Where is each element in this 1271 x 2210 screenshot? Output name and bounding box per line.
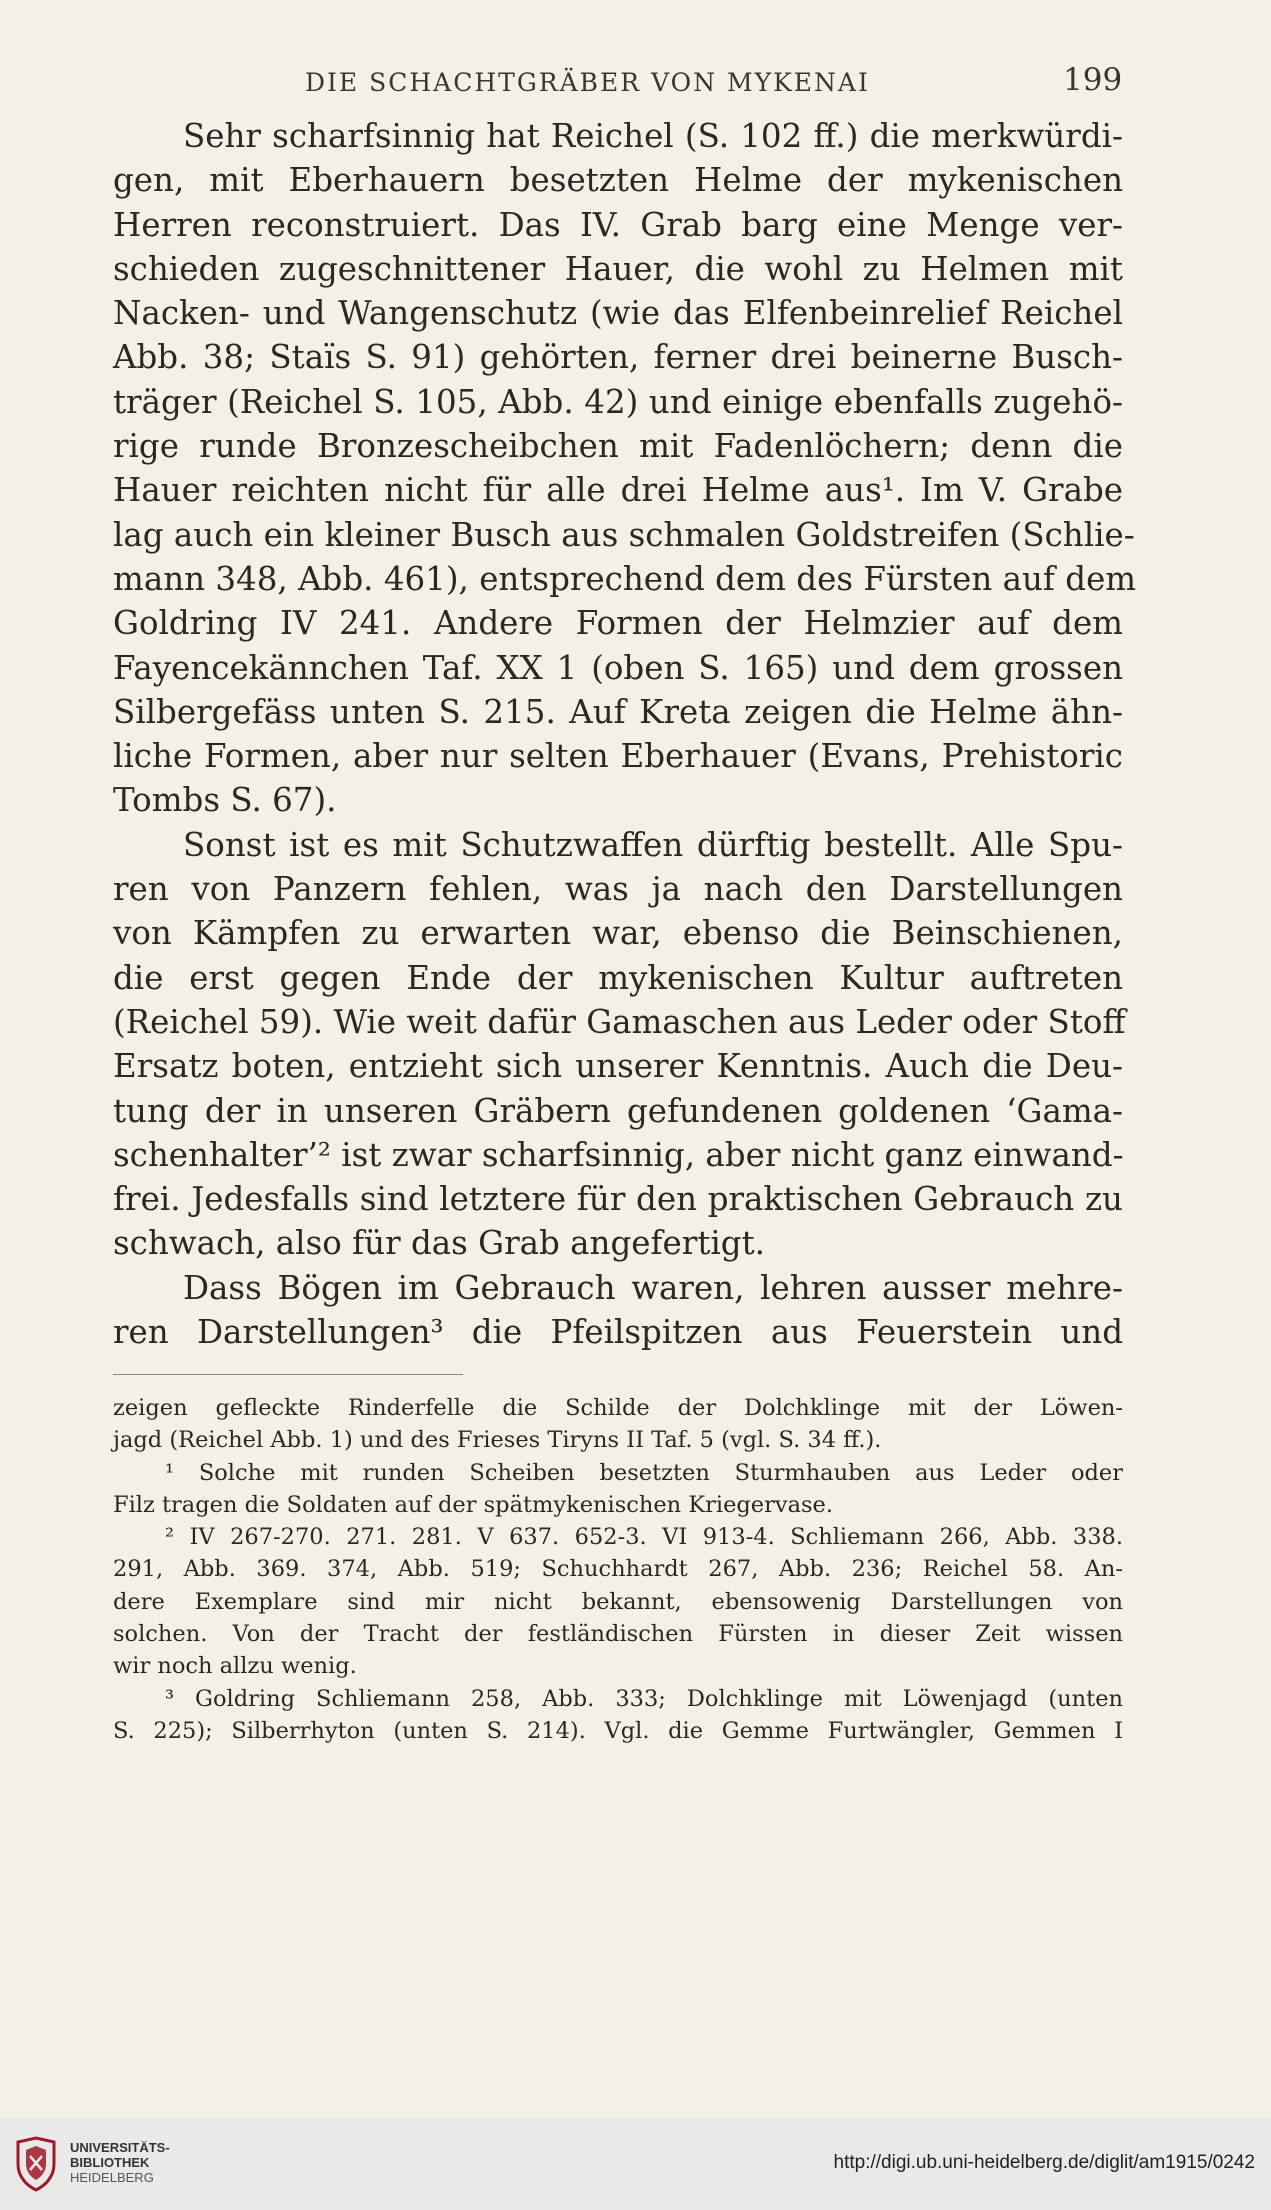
- text-line: Abb. 38; Staïs S. 91) gehörten, ferner drei beinerne Busch-: [113, 338, 1123, 377]
- text-line: die erst gegen Ende der mykenischen Kultur auftreten: [113, 958, 1123, 997]
- text-line: gen, mit Eberhauern besetzten Helme der mykenischen: [113, 161, 1123, 200]
- body-text: [113, 114, 1137, 1354]
- text-line: frei. Jedesfalls sind letztere für den praktischen Gebrauch zu: [113, 1180, 1123, 1219]
- library-name: [70, 2140, 170, 2185]
- text-line: rige runde Bronzescheibchen mit Fadenlöchern; denn die: [113, 427, 1123, 466]
- text-line: Sehr scharfsinnig hat Reichel (S. 102 ff.) die merkwürdi-: [183, 117, 1123, 155]
- text-line: Tombs S. 67).: [113, 781, 337, 820]
- footnote-line: 291, Abb. 369. 374, Abb. 519; Schuchhardt 267, Abb. 236; Reichel 58. An-: [113, 1556, 1123, 1583]
- library-footer: [0, 2118, 1271, 2210]
- text-line: ren von Panzern fehlen, was ja nach den Darstellungen: [113, 870, 1123, 909]
- footnote-line: ² IV 267-270. 271. 281. V 637. 652-3. VI 913-4. Schliemann 266, Abb. 338.: [165, 1524, 1123, 1551]
- text-line: schieden zugeschnittener Hauer, die wohl zu Helmen mit: [113, 249, 1123, 288]
- text-line: von Kämpfen zu erwarten war, ebenso die Beinschienen,: [113, 914, 1123, 953]
- text-line: mann 348, Abb. 461), entsprechend dem des Fürsten auf dem: [113, 559, 1137, 598]
- footnote-line: S. 225); Silberrhyton (unten S. 214). Vgl. die Gemme Furtwängler, Gemmen I: [113, 1717, 1123, 1744]
- footnote-line: jagd (Reichel Abb. 1) und des Frieses Tiryns II Taf. 5 (vgl. S. 34 ff.).: [113, 1427, 882, 1454]
- text-line: lag auch ein kleiner Busch aus schmalen Goldstreifen (Schlie-: [113, 515, 1135, 554]
- text-line: Silbergefäss unten S. 215. Auf Kreta zeigen die Helme ähn-: [113, 692, 1123, 731]
- footnote-line: dere Exemplare sind mir nicht bekannt, ebensowenig Darstellungen von: [113, 1588, 1123, 1615]
- text-line: Hauer reichten nicht für alle drei Helme aus¹. Im V. Grabe: [113, 471, 1123, 510]
- footnote-line: ¹ Solche mit runden Scheiben besetzten Sturmhauben aus Leder oder: [165, 1459, 1123, 1486]
- library-name-line: HEIDELBERG: [70, 2170, 154, 2185]
- text-line: Sonst ist es mit Schutzwaffen dürftig bestellt. Alle Spu-: [183, 825, 1123, 864]
- source-url-link[interactable]: http://digi.ub.uni-heidelberg.de/diglit/am1915/0242: [833, 2152, 1255, 2173]
- library-name-line: UNIVERSITÄTS-: [70, 2140, 170, 2155]
- text-line: liche Formen, aber nur selten Eberhauer (Evans, Prehistoric: [113, 737, 1123, 776]
- text-line: Goldring IV 241. Andere Formen der Helmzier auf dem: [113, 604, 1123, 643]
- text-line: träger (Reichel S. 105, Abb. 42) und einige ebenfalls zugehö-: [113, 382, 1123, 421]
- text-line: Ersatz boten, entzieht sich unserer Kenntnis. Auch die Deu-: [113, 1047, 1123, 1086]
- page-number: 199: [1063, 62, 1123, 98]
- text-line: Herren reconstruiert. Das IV. Grab barg eine Menge ver-: [113, 205, 1123, 244]
- text-line: Nacken- und Wangenschutz (wie das Elfenbeinrelief Reichel: [113, 294, 1123, 333]
- footnote-line: wir noch allzu wenig.: [113, 1653, 357, 1680]
- footnote-line: zeigen gefleckte Rinderfelle die Schilde der Dolchklinge mit der Löwen-: [113, 1395, 1123, 1421]
- text-line: Fayencekännchen Taf. XX 1 (oben S. 165) und dem grossen: [113, 648, 1123, 687]
- text-line: schwach, also für das Grab angefertigt.: [113, 1224, 765, 1263]
- footnote-line: ³ Goldring Schliemann 258, Abb. 333; Dolchklinge mit Löwenjagd (unten: [165, 1685, 1123, 1712]
- footnotes: [113, 1392, 1123, 1747]
- running-title: DIE SCHACHTGRÄBER VON MYKENAI: [305, 68, 870, 97]
- text-line: Dass Bögen im Gebrauch waren, lehren ausser mehre-: [183, 1268, 1123, 1307]
- page-header: [0, 62, 1271, 106]
- footnote-separator: [113, 1374, 463, 1375]
- text-line: tung der in unseren Gräbern gefundenen goldenen ‘Gama-: [113, 1091, 1123, 1130]
- university-library-logo-icon: [12, 2134, 60, 2194]
- footnote-line: Filz tragen die Soldaten auf der spätmykenischen Kriegervase.: [113, 1491, 834, 1518]
- library-name-line: BIBLIOTHEK: [70, 2155, 150, 2170]
- text-line: ren Darstellungen³ die Pfeilspitzen aus Feuerstein und: [113, 1313, 1123, 1352]
- text-line: schenhalter’² ist zwar scharfsinnig, aber nicht ganz einwand-: [113, 1135, 1124, 1174]
- footnote-line: solchen. Von der Tracht der festländischen Fürsten in dieser Zeit wissen: [113, 1621, 1123, 1648]
- text-line: (Reichel 59). Wie weit dafür Gamaschen aus Leder oder Stoff: [113, 1002, 1126, 1041]
